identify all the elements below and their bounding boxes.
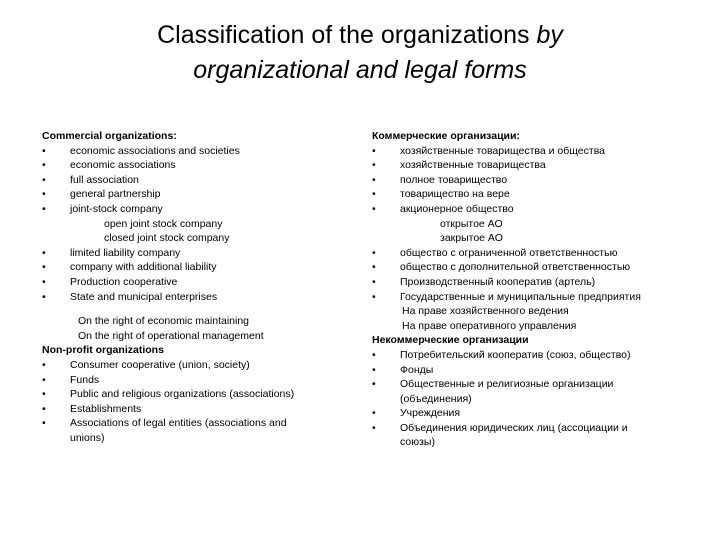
bullet-icon: • — [42, 159, 46, 172]
list-item: • полное товарищество — [372, 173, 508, 186]
bullet-icon: • — [42, 173, 46, 186]
bullet-icon: • — [42, 275, 46, 288]
list-item: • Производственный кооператив (артель) — [372, 275, 596, 288]
sub-item: open joint stock company — [104, 217, 223, 230]
bullet-icon: • — [372, 275, 376, 288]
list-item: • акционерное общество — [372, 202, 514, 215]
bullet-icon: • — [42, 246, 46, 259]
right-item: На праве оперативного управления — [402, 319, 577, 332]
bullet-icon: • — [372, 188, 376, 201]
list-item: • Public and religious organizations (associations) — [42, 388, 295, 401]
bullet-icon: • — [372, 378, 376, 391]
bullet-icon: • — [42, 202, 46, 215]
list-item: • economic associations and societies — [42, 144, 240, 157]
list-item: • товарищество на вере — [372, 188, 510, 201]
title-line-1 — [0, 18, 720, 53]
commercial-heading-ru: Коммерческие организации: — [372, 130, 520, 142]
sub-item: закрытое АО — [440, 232, 503, 245]
bullet-icon: • — [42, 417, 46, 430]
right-item: On the right of operational management — [78, 329, 264, 342]
list-item: • Associations of legal entities (associations and unions) — [42, 417, 287, 444]
nonprofit-heading-ru: Некоммерческие организации — [372, 334, 529, 347]
bullet-icon: • — [372, 173, 376, 186]
sub-item: closed joint stock company — [104, 232, 230, 245]
bullet-icon: • — [42, 261, 46, 274]
list-item: • limited liability company — [42, 246, 181, 259]
list-item: • общество с дополнительной ответственностью — [372, 261, 631, 274]
bullet-icon: • — [372, 348, 376, 361]
list-item: • общество с ограниченной ответственностью — [372, 246, 618, 259]
russian-column — [372, 129, 682, 450]
list-item: • Production cooperative — [42, 275, 178, 288]
bullet-icon: • — [372, 290, 376, 303]
list-item: • Establishments — [42, 402, 142, 415]
right-item: На праве хозяйственного ведения — [402, 305, 569, 318]
bullet-icon: • — [372, 159, 376, 172]
list-item: • хозяйственные товарищества — [372, 159, 546, 172]
sub-item: открытое АО — [440, 217, 503, 230]
list-item: • Funds — [42, 373, 100, 386]
list-item: • economic associations — [42, 159, 176, 172]
title-italic-forms: organizational and legal forms — [193, 56, 527, 84]
list-item: • Объединения юридических лиц (ассоциации и союзы) — [372, 421, 628, 449]
slide-title — [0, 18, 720, 88]
bullet-icon: • — [372, 202, 376, 215]
list-item: • Потребительский кооператив (союз, общество) — [372, 348, 631, 361]
list-item: • State and municipal enterprises — [42, 290, 218, 303]
list-item: • full association — [42, 173, 139, 186]
bullet-icon: • — [42, 388, 46, 401]
bullet-icon: • — [372, 363, 376, 376]
bullet-icon: • — [372, 407, 376, 420]
list-item: • company with additional liability — [42, 261, 217, 274]
list-item: • general partnership — [42, 188, 161, 201]
english-column — [42, 129, 342, 445]
title-italic-by: by — [536, 21, 563, 49]
bullet-icon: • — [42, 144, 46, 157]
bullet-icon: • — [42, 290, 46, 303]
nonprofit-heading: Non-profit organizations — [42, 344, 164, 357]
list-item: • joint-stock company — [42, 202, 163, 215]
bullet-icon: • — [372, 421, 376, 434]
title-normal-text: Classification of the organizations — [157, 21, 537, 49]
commercial-heading: Commercial organizations: — [42, 130, 177, 142]
bullet-icon: • — [42, 373, 46, 386]
bullet-icon: • — [372, 144, 376, 157]
list-item: • Учреждения — [372, 407, 461, 420]
spacer — [42, 304, 342, 314]
bullet-icon: • — [42, 402, 46, 415]
list-item: • Consumer cooperative (union, society) — [42, 358, 250, 371]
list-item: • Фонды — [372, 363, 434, 376]
bullet-icon: • — [372, 246, 376, 259]
bullet-icon: • — [372, 261, 376, 274]
list-item: • хозяйственные товарищества и общества — [372, 144, 606, 157]
bullet-icon: • — [42, 188, 46, 201]
list-item: • Государственные и муниципальные предприятия — [372, 290, 641, 303]
bullet-icon: • — [42, 358, 46, 371]
title-line-2 — [0, 53, 720, 88]
list-item: • Общественные и религиозные организации (объединения) — [372, 378, 614, 405]
right-item: On the right of economic maintaining — [78, 315, 250, 328]
